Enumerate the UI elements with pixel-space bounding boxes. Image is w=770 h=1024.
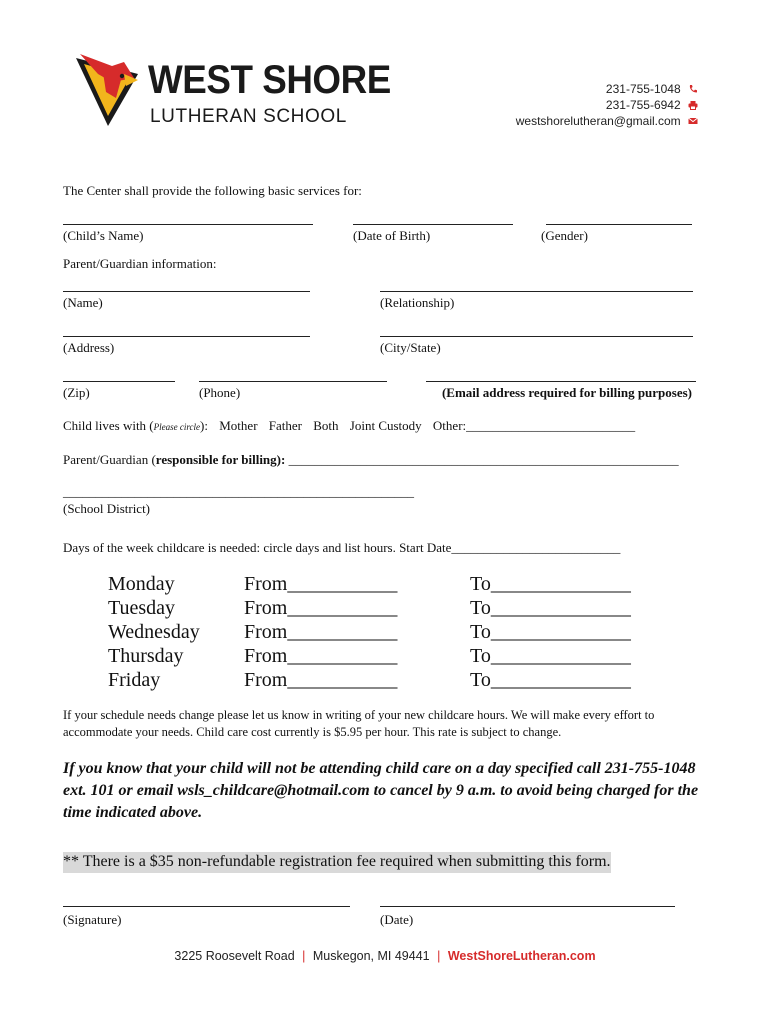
guardian-city-label: (City/State) <box>380 340 441 355</box>
guardian-relationship-line[interactable] <box>380 291 693 292</box>
from-field[interactable]: From___________ <box>244 669 398 691</box>
guardian-zip-label: (Zip) <box>63 385 90 400</box>
guardian-name-label: (Name) <box>63 295 103 310</box>
cardinal-logo-icon <box>72 52 140 128</box>
guardian-email-label: (Email address required for billing purposes) <box>441 385 692 400</box>
signature-label: (Signature) <box>63 912 122 927</box>
day-label[interactable]: Friday <box>108 669 161 691</box>
guardian-name-line[interactable] <box>63 291 310 292</box>
child-gender-label: (Gender) <box>541 228 588 243</box>
phone-number: 231-755-1048 <box>605 82 681 96</box>
date-label: (Date) <box>380 912 414 927</box>
signature-line[interactable] <box>63 906 350 907</box>
to-field[interactable]: To______________ <box>470 621 631 643</box>
contact-phone <box>606 82 698 96</box>
option-mother[interactable]: Mother <box>219 418 258 433</box>
school-name: WEST SHORE <box>148 58 391 102</box>
date-line[interactable] <box>380 906 675 907</box>
guardian-city-line[interactable] <box>380 336 693 337</box>
footer <box>0 949 770 963</box>
footer-website-link[interactable]: WestShoreLutheran.com <box>447 949 596 963</box>
footer-city: Muskegon, MI 49441 <box>312 949 430 963</box>
contact-email <box>516 114 698 128</box>
child-name-line[interactable] <box>63 224 313 225</box>
schedule-table <box>108 572 668 692</box>
child-dob-line[interactable] <box>353 224 513 225</box>
please-circle-note: Please circle <box>153 422 201 432</box>
option-father[interactable]: Father <box>268 418 302 433</box>
guardian-heading: Parent/Guardian information: <box>63 256 217 271</box>
contact-fax <box>606 98 698 112</box>
schedule-change-notice: If your schedule needs change please let us know in writing of your new childcare hours. We will make every effort to accommodate your needs. Child care cost currently is $5.95 per hour. This rate is subject to change. <box>63 708 655 739</box>
guardian-zip-line[interactable] <box>63 381 175 382</box>
lives-with-prefix: Child lives with ( <box>63 418 154 433</box>
from-field[interactable]: From___________ <box>244 573 398 595</box>
billing-row[interactable] <box>63 452 679 468</box>
child-name-label: (Child’s Name) <box>63 228 144 243</box>
child-dob-label: (Date of Birth) <box>353 228 431 243</box>
guardian-address-line[interactable] <box>63 336 310 337</box>
day-label[interactable]: Wednesday <box>108 621 200 643</box>
guardian-address-label: (Address) <box>63 340 115 355</box>
to-field[interactable]: To______________ <box>470 573 631 595</box>
fax-number: 231-755-6942 <box>605 98 681 112</box>
school-district-line[interactable]: ______________________________________________________ <box>63 484 414 499</box>
schedule-row-monday <box>108 572 668 596</box>
printer-icon <box>688 100 698 110</box>
to-field[interactable]: To______________ <box>470 669 631 691</box>
email-address[interactable]: westshorelutheran@gmail.com <box>515 114 681 128</box>
child-gender-line[interactable] <box>546 224 692 225</box>
guardian-email-line[interactable] <box>426 381 696 382</box>
school-logo <box>72 52 391 132</box>
day-label[interactable]: Monday <box>108 573 175 595</box>
schedule-row-wednesday <box>108 620 668 644</box>
to-field[interactable]: To______________ <box>470 597 631 619</box>
envelope-icon <box>688 116 698 126</box>
footer-separator: | <box>437 949 441 963</box>
lives-with-suffix: ): <box>200 418 208 433</box>
schedule-row-tuesday <box>108 596 668 620</box>
billing-line[interactable]: ____________________________________________________________ <box>285 452 679 467</box>
to-field[interactable]: To______________ <box>470 645 631 667</box>
guardian-phone-line[interactable] <box>199 381 387 382</box>
option-joint-custody[interactable]: Joint Custody <box>349 418 422 433</box>
billing-prefix: Parent/Guardian ( <box>63 452 156 467</box>
from-field[interactable]: From___________ <box>244 621 398 643</box>
school-subtitle: LUTHERAN SCHOOL <box>150 106 347 127</box>
from-field[interactable]: From___________ <box>244 645 398 667</box>
footer-address: 3225 Roosevelt Road <box>174 949 295 963</box>
schedule-intro[interactable]: Days of the week childcare is needed: circle days and list hours. Start Date__________________________ <box>63 540 621 555</box>
guardian-phone-label: (Phone) <box>199 385 241 400</box>
from-field[interactable]: From___________ <box>244 597 398 619</box>
cancel-notice: If you know that your child will not be attending child care on a day specified call 231-755-1048 ext. 101 or email wsls_childcare@hotmail.com to cancel by 9 a.m. to avoid being charged for the time indicated above. <box>63 760 699 821</box>
lives-with-row <box>63 418 635 434</box>
intro-text: The Center shall provide the following basic services for: <box>63 183 362 198</box>
option-both[interactable]: Both <box>313 418 339 433</box>
day-label[interactable]: Tuesday <box>108 597 176 619</box>
billing-bold: responsible for billing): <box>155 452 286 467</box>
footer-separator: | <box>302 949 306 963</box>
school-district-label: (School District) <box>63 501 151 516</box>
option-other[interactable]: Other:__________________________ <box>432 418 636 433</box>
guardian-relationship-label: (Relationship) <box>380 295 455 310</box>
registration-fee-notice: ** There is a $35 non-refundable registration fee required when submitting this form. <box>63 852 611 873</box>
schedule-row-friday <box>108 668 668 692</box>
day-label[interactable]: Thursday <box>108 645 184 667</box>
schedule-row-thursday <box>108 644 668 668</box>
phone-icon <box>688 84 698 94</box>
